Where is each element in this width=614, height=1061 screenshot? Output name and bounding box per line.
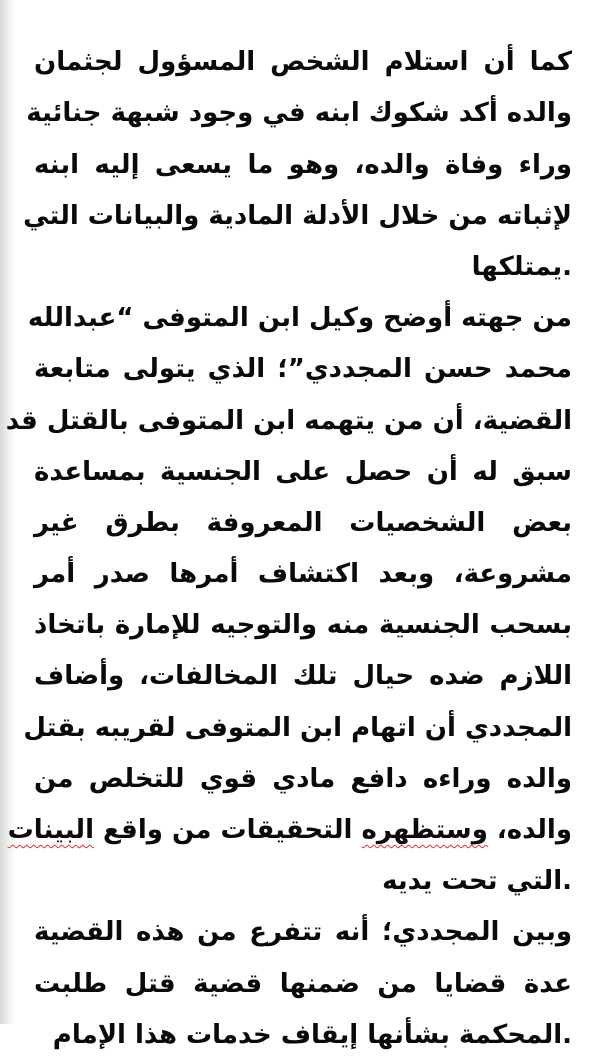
text-line: بعض الشخصيات المعروفة بطرق غير	[34, 507, 572, 538]
spellcheck-underlined-word[interactable]: وستظهره	[361, 815, 488, 845]
text-line: محمد حسن المجددي”؛ الذي يتولى متابعة	[34, 354, 572, 385]
text-line: عدة قضايا من ضمنها قضية قتل طلبت	[34, 968, 572, 999]
text-line: من جهته أوضح وكيل ابن المتوفى “عبدالله	[27, 303, 572, 334]
text-line: المجددي أن اتهام ابن المتوفى لقريبه بقتل	[23, 712, 572, 743]
text-line: والده وراءه دافع مادي قوي للتخلص من	[34, 763, 572, 794]
text-line-with-spellcheck	[7, 805, 572, 856]
text-line: كما أن استلام الشخص المسؤول لجثمان	[34, 47, 572, 78]
spellcheck-underlined-word[interactable]: البينات	[7, 815, 94, 845]
text-line: لإثباته من خلال الأدلة المادية والبيانات التي	[23, 200, 572, 231]
text-line: .المحكمة بشأنها إيقاف خدمات هذا الإمام	[52, 1019, 572, 1050]
text-line: مشروعة، وبعد اكتشاف أمرها صدر أمر	[34, 559, 572, 590]
text-segment: والده،	[487, 815, 572, 845]
text-line: بسحب الجنسية منه والتوجيه للإمارة باتخاذ	[34, 610, 572, 641]
text-segment: التحقيقات من واقع	[93, 815, 362, 845]
page-edge-shadow	[0, 0, 16, 1024]
text-line: والده أكد شكوك ابنه في وجود شبهة جنائية	[26, 98, 572, 129]
article-text	[5, 0, 572, 1061]
text-line: .التي تحت يديه	[382, 866, 572, 897]
text-line: اللازم ضده حيال تلك المخالفات، وأضاف	[34, 661, 572, 692]
text-line: وراء وفاة والده، وهو ما يسعى إليه ابنه	[34, 149, 572, 180]
text-line: القضية، أن من يتهمه ابن المتوفى بالقتل قد	[5, 405, 572, 436]
text-line-cut-top	[34, 0, 572, 37]
text-line: وبين المجددي؛ أنه تتفرع من هذه القضية	[34, 917, 572, 948]
text-line: سبق له أن حصل على الجنسية بمساعدة	[34, 456, 572, 487]
text-line: .يمتلكها	[471, 251, 572, 282]
